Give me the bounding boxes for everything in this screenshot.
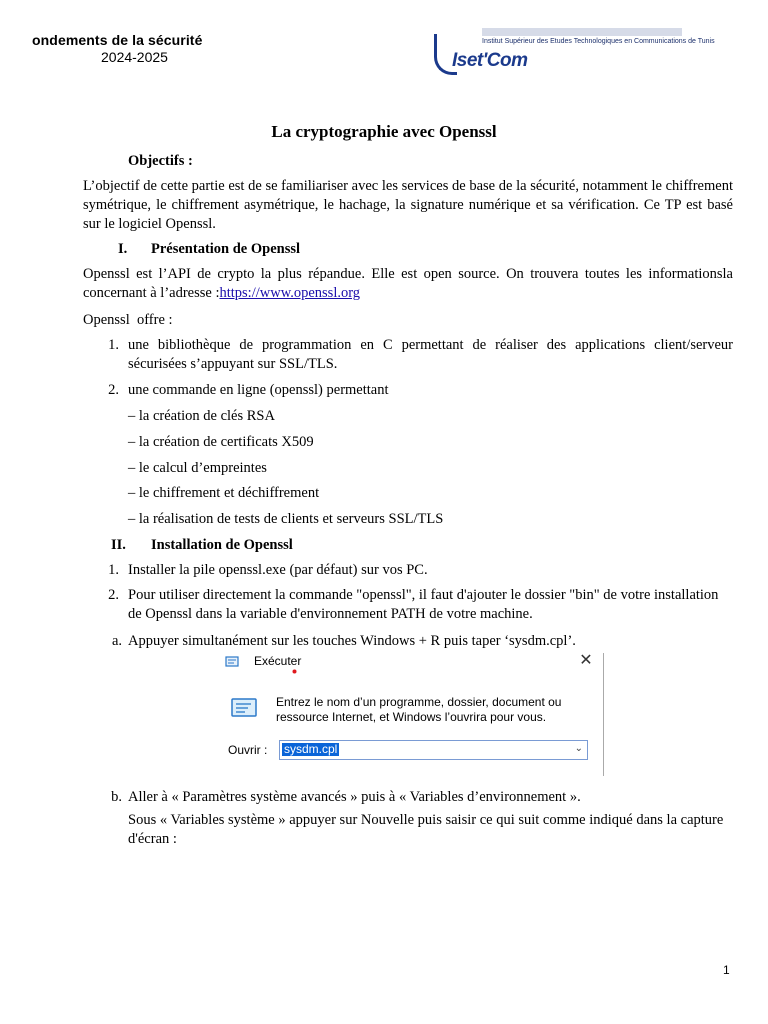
run-icon (225, 656, 239, 667)
step-letter: a. (111, 633, 122, 649)
objectives-heading: Objectifs : (128, 153, 193, 169)
sub-list-item: – le calcul d’empreintes (128, 460, 267, 476)
objectives-text: L’objectif de cette partie est de se familiariser avec les services de base de la sécurité, notamment le chiffrement symétrique, le chiffrement asymétrique, le hachage, la signature numérique et sa vérification. Ce TP est basé sur le logiciel Openssl. (83, 178, 733, 232)
section2-number: II. (111, 537, 126, 553)
step-a-text: Appuyer simultanément sur les touches Windows + R puis taper ‘sysdm.cpl’. (128, 633, 576, 649)
list-item: Pour utiliser directement la commande "openssl", il faut d'ajouter le dossier "bin" de votre installation de Openssl dans la variable d'environnement PATH de votre machine. (128, 587, 719, 622)
run-input-value[interactable]: sysdm.cpl (284, 742, 338, 756)
list-item: Installer la pile openssl.exe (par défaut) sur vos PC. (128, 562, 428, 578)
run-large-icon (229, 697, 259, 719)
sub-list-item: – la création de certificats X509 (128, 434, 314, 450)
document-title: La cryptographie avec Openssl (271, 122, 497, 141)
iset-com-logo (430, 28, 730, 76)
logo-bar (482, 28, 682, 36)
list-item: une bibliothèque de programmation en C permettant de réaliser des applications client/serveur sécurisées s’appuyant sur SSL/TLS. (128, 337, 733, 372)
step-b-text: Aller à « Paramètres système avancés » puis à « Variables d’environnement ». (128, 789, 581, 805)
open-label: Ouvrir : (228, 743, 268, 757)
red-dot-icon (292, 669, 297, 674)
academic-year: 2024-2025 (101, 49, 168, 65)
sub-list-item: – la création de clés RSA (128, 408, 275, 424)
list-item-number: 1. (108, 337, 119, 353)
section1-intro (83, 265, 733, 303)
dialog-message: Entrez le nom d’un programme, dossier, document ou ressource Internet, et Windows l’ouvrira pour vous. (276, 695, 562, 724)
section1-heading: Présentation de Openssl (151, 241, 301, 257)
list-item-number: 2. (108, 587, 119, 603)
list-item-number: 1. (108, 562, 119, 578)
run-input[interactable] (279, 740, 588, 760)
dialog-edge (603, 653, 604, 776)
course-title: ondements de la sécurité (32, 32, 203, 48)
sub-list-item: – la réalisation de tests de clients et serveurs SSL/TLS (128, 511, 444, 527)
logo-institute-name: Institut Supérieur des Etudes Technologiques en Communications de Tunis (482, 38, 715, 45)
openssl-link[interactable]: https://www.openssl.org (219, 285, 361, 301)
logo-brand: Iset'Com (452, 50, 528, 71)
page-number: 1 (723, 963, 730, 977)
sub-list-item: – le chiffrement et déchiffrement (128, 485, 320, 501)
step-letter: b. (111, 789, 122, 805)
section1-offers: Openssl offre : (83, 312, 173, 328)
close-icon[interactable]: ✕ (579, 650, 593, 669)
step-b-more-text: Sous « Variables système » appuyer sur Nouvelle puis saisir ce qui suit comme indiqué dans la capture d'écran : (128, 812, 724, 847)
dialog-title: Exécuter (254, 654, 302, 668)
chevron-down-icon[interactable]: ⌄ (574, 743, 583, 754)
section1-intro-text: Openssl est l’API de crypto la plus répandue. Elle est open source. On trouvera toutes les informationsla concernant à l’adresse : (83, 266, 733, 301)
section1-number: I. (118, 241, 128, 257)
list-item: une commande en ligne (openssl) permettant (128, 382, 389, 398)
list-item-number: 2. (108, 382, 119, 398)
run-dialog (221, 650, 604, 776)
section2-heading: Installation de Openssl (151, 537, 293, 553)
